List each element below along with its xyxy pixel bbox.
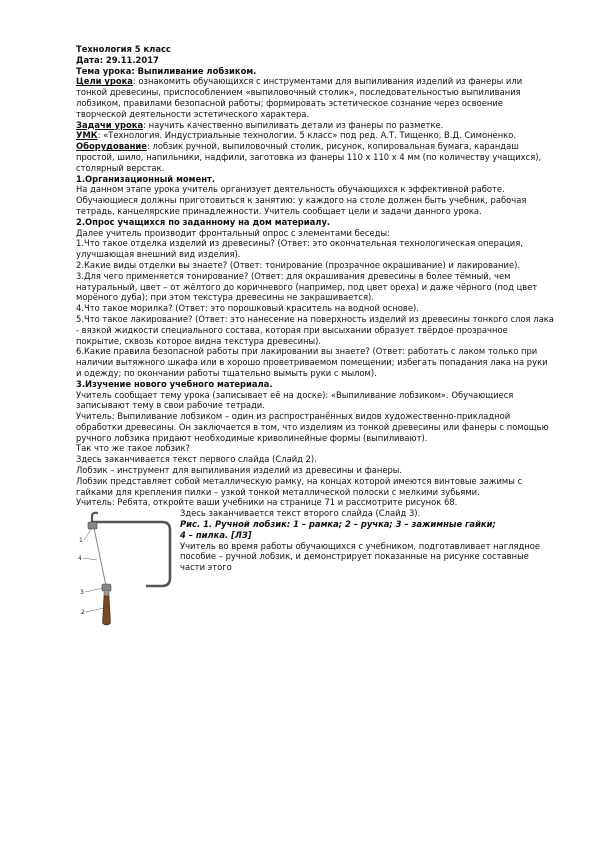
question-6: 6.Какие правила безопасной работы при лакировании вы знаете? (Ответ: работать с лаком только при наличии вытяжного шкафа или в хорошо проветриваемом помещении; избегать попадания лака на руки и одежду; по окончании работы тщательно вымыть руки с мылом). bbox=[76, 346, 548, 378]
goals-text: : ознакомить обучающихся с инструментами для выпиливания изделий из фанеры или тонкой древесины, приспособлением «выпиловочный столик», последовательностью выпиливания лобзиком, правилами безопасной работы; формировать эстетическое сознание через освоение творческой деятельности эстетического характера. bbox=[76, 76, 523, 119]
umk-label: УМК bbox=[76, 130, 98, 141]
figure-caption-1: Рис. 1. Ручной лобзик: 1 – рамка; 2 – ручка; 3 – зажимные гайки; bbox=[180, 519, 496, 530]
question-1: 1.Что такое отделка изделий из древесины? (Ответ: это окончательная технологическая операция, улучшающая внешний вид изделия). bbox=[76, 238, 523, 260]
section3-p5: Лобзик – инструмент для выпиливания изделий из древесины и фанеры. bbox=[76, 465, 403, 476]
leader-line-2 bbox=[86, 608, 104, 612]
umk-paragraph bbox=[76, 130, 554, 141]
section2-title: 2.Опрос учащихся по заданному на дом материалу. bbox=[76, 216, 331, 227]
goals-paragraph bbox=[76, 76, 554, 119]
section3-p4: Здесь заканчивается текст первого слайда (Слайд 2). bbox=[76, 454, 317, 465]
section3-p1: Учитель сообщает тему урока (записывает её на доске): «Выпиливание лобзиком». Обучающиеся записывают тему в свои рабочие тетради. bbox=[76, 389, 514, 411]
leader-line-3 bbox=[85, 588, 103, 592]
equipment-text: : лобзик ручной, выпиловочный столик, рисунок, копировальная бумага, карандаш простой, шило, напильники, надфили, заготовка из фанеры 110 x 110 x 4 мм (по количеству учащихся), столярный верстак. bbox=[76, 141, 542, 173]
figure-block bbox=[76, 508, 554, 628]
clamp-nut-top bbox=[88, 522, 97, 529]
equipment-paragraph bbox=[76, 141, 554, 173]
tasks-paragraph bbox=[76, 120, 554, 131]
jigsaw-frame-top bbox=[92, 513, 98, 522]
umk-text: : «Технология. Индустриальные технологии. 5 класс» под ред. А.Т. Тищенко, В.Д. Симоненко. bbox=[97, 130, 517, 141]
jigsaw-handle bbox=[103, 596, 111, 625]
figure-description: Учитель во время работы обучающихся с учебником, подготавливает наглядное пособие – ручной лобзик, и демонстрирует показанные на рисунке составные части этого bbox=[180, 540, 541, 573]
slide3-note: Здесь заканчивается текст второго слайда (Слайд 3). bbox=[180, 508, 421, 519]
question-5: 5.Что такое лакирование? (Ответ: это нанесение на поверхность изделий из древесины тонкого слоя лака - вязкой жидкости специального состава, которая при высыхании образует твёрдое прозрачное покрытие, сквозь которое видна текстура древесины). bbox=[76, 313, 554, 346]
section1-text: На данном этапе урока учитель организует деятельность обучающихся к эффективной работе. Обучающиеся должны приготовиться к занятию: у каждого на столе должен быть учебник, рабочая тетрадь, канцелярские принадлежности. Учитель сообщает цели и задачи данного урока. bbox=[76, 184, 527, 216]
figure-number-4: 4 bbox=[78, 555, 82, 563]
question-2: 2.Какие виды отделки вы знаете? (Ответ: тонирование (прозрачное окрашивание) и лакирование). bbox=[76, 259, 521, 270]
section3-p7: Учитель: Ребята, откройте ваши учебники на странице 71 и рассмотрите рисунок 68. bbox=[76, 497, 458, 508]
question-4: 4.Что такое морилка? (Ответ: это порошковый краситель на водной основе). bbox=[76, 303, 419, 314]
leader-line-1 bbox=[84, 528, 92, 540]
section3-title: 3.Изучение нового учебного материала. bbox=[76, 378, 273, 389]
figure-caption-2: 4 – пилка. [ЛЗ] bbox=[180, 529, 252, 540]
section3-p3: Так что же такое лобзик? bbox=[76, 443, 190, 454]
figure-number-2: 2 bbox=[81, 609, 85, 617]
equipment-label: Оборудование bbox=[76, 141, 147, 152]
document-page bbox=[76, 44, 554, 628]
section1-title: 1.Организационный момент. bbox=[76, 173, 216, 184]
figure-number-3: 3 bbox=[80, 589, 84, 597]
subject-line: Технология 5 класс bbox=[76, 44, 171, 54]
figure-number-1: 1 bbox=[79, 537, 83, 545]
tasks-label: Задачи урока bbox=[76, 119, 144, 130]
section3-p2: Учитель: Выпиливание лобзиком – один из распространённых видов художественно-прикладной обработки древесины. Он заключается в том, что изделиям из тонкой древесины или фанеры с помощью ручного лобзика придают необходимые криволинейные формы (выпиливают). bbox=[76, 411, 549, 443]
section2-intro: Далее учитель производит фронтальный опрос с элементами беседы: bbox=[76, 227, 390, 238]
goals-label: Цели урока bbox=[76, 76, 133, 87]
leader-line-4 bbox=[83, 558, 97, 560]
tasks-text: : научить качественно выпиливать детали из фанеры по разметке. bbox=[143, 119, 444, 130]
figure-text-column bbox=[180, 508, 552, 573]
question-3: 3.Для чего применяется тонирование? (Ответ: для окрашивания древесины в более тёмный, чем натуральный, цвет – от жёлтого до коричневого (например, под цвет ореха) и даже чёрного (под цвет морёного дуба); при этом текстура древесины не закрашивается). bbox=[76, 270, 538, 303]
jigsaw-blade bbox=[94, 528, 106, 586]
section3-p6: Лобзик представляет собой металлическую рамку, на концах которой имеются винтовые зажимы с гайками для крепления пилки – узкой тонкой металлической полоски с мелкими зубьями. bbox=[76, 475, 523, 497]
handle-ferrule bbox=[104, 590, 109, 596]
date-line: Дата: 29.11.2017 bbox=[76, 54, 159, 65]
topic-line: Тема урока: Выпиливание лобзиком. bbox=[76, 65, 257, 76]
hand-jigsaw-illustration bbox=[76, 508, 176, 628]
